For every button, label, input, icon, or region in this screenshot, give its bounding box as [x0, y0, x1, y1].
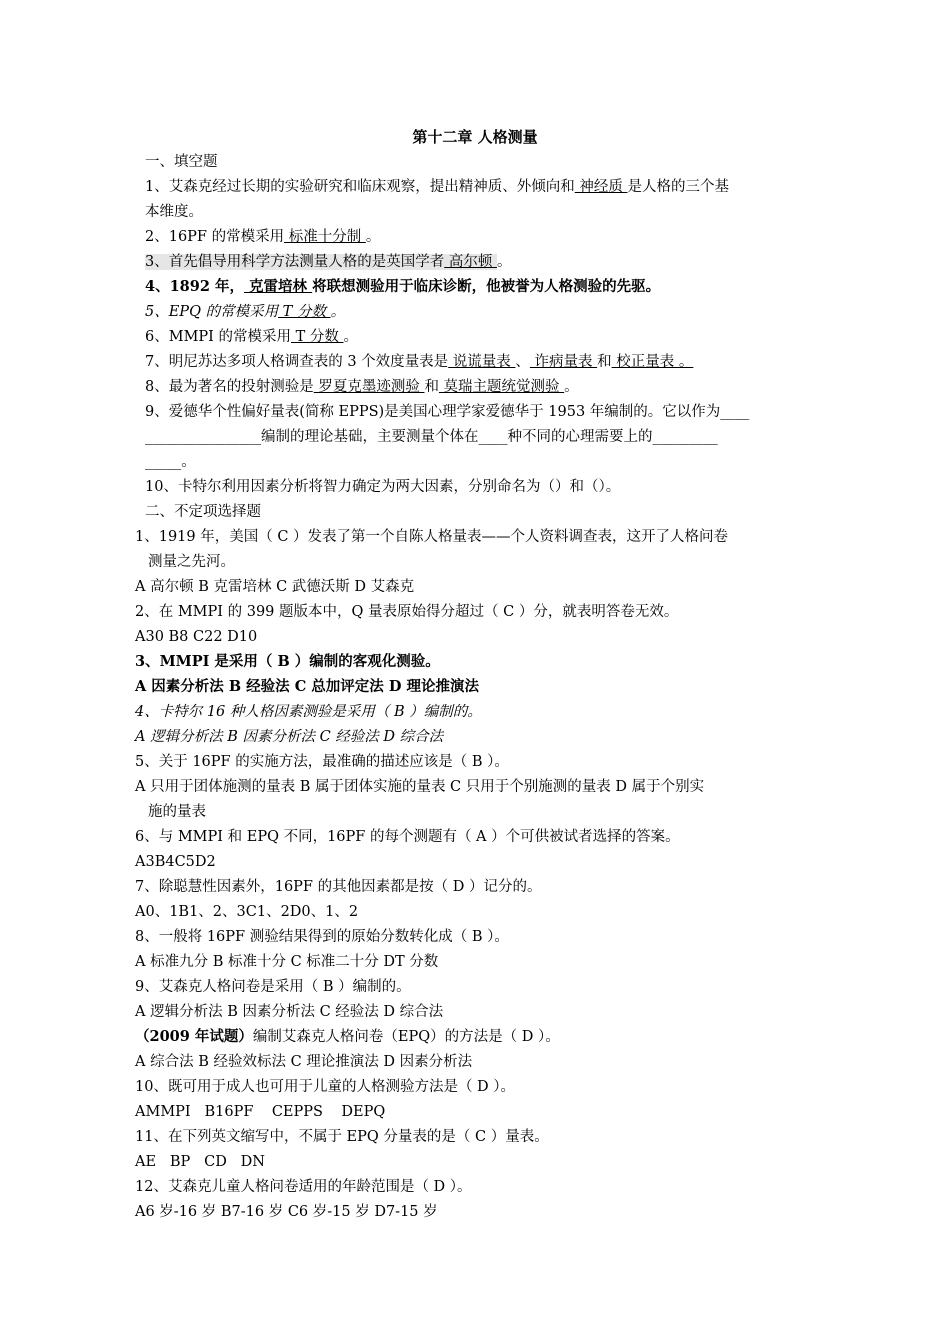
question-fill-5: 5、EPQ 的常模采用 T 分数 。	[145, 304, 346, 320]
question-fill-8: 8、最为著名的投射测验是 罗夏克墨迹测验 和 莫瑞主题统觉测验 。	[145, 379, 579, 395]
options-6: A3B4C5D2	[135, 854, 216, 870]
answer: 标准十分制	[284, 229, 366, 245]
options-4: A 逻辑分析法 B 因素分析法 C 经验法 D 综合法	[135, 729, 444, 745]
options-9: A 逻辑分析法 B 因素分析法 C 经验法 D 综合法	[135, 1004, 444, 1020]
options-3: A 因素分析法 B 经验法 C 总加评定法 D 理论推演法	[135, 678, 479, 695]
question-fill-9: 9、爱德华个性偏好量表(简称 EPPS)是美国心理学家爱德华于 1953 年编制的。它以作为____	[145, 404, 750, 420]
question-fill-1-cont: 本维度。	[145, 204, 203, 220]
question-choice-3: 3、MMPI 是采用（ B ）编制的客观化测验。	[135, 653, 440, 670]
options-10: AMMPI B16PF CEPPS DEPQ	[135, 1104, 386, 1120]
question-choice-9: 9、艾森克人格问卷是采用（ B ）编制的。	[135, 979, 411, 995]
answer: T 分数	[291, 329, 344, 345]
options-7: A0、1B1、2、3C1、2D0、1、2	[135, 904, 359, 920]
question-fill-3: 3、首先倡导用科学方法测量人格的是英国学者 高尔顿 。	[145, 254, 512, 270]
answer: 罗夏克墨迹测验	[313, 379, 425, 395]
answer: 说谎量表	[448, 354, 516, 370]
question-choice-5: 5、关于 16PF 的实施方法，最准确的描述应该是（ B ）。	[135, 754, 509, 770]
section-heading-choice: 二、不定项选择题	[145, 504, 261, 520]
question-choice-7: 7、除聪慧性因素外，16PF 的其他因素都是按（ D ）记分的。	[135, 879, 542, 895]
answer: 克雷培林	[244, 278, 313, 295]
answer: 校正量表 。	[611, 354, 694, 370]
section-heading-fill-in: 一、填空题	[145, 154, 218, 170]
question-fill-9-cont2: _____。	[145, 454, 196, 470]
options-12: A6 岁-16 岁 B7-16 岁 C6 岁-15 岁 D7-15 岁	[135, 1204, 438, 1220]
question-choice-10: 10、既可用于成人也可用于儿童的人格测验方法是（ D ）。	[135, 1079, 516, 1095]
options-5: A 只用于团体施测的量表 B 属于团体实施的量表 C 只用于个别施测的量表 D 属于个别实	[135, 779, 705, 795]
question-fill-9-cont: ________________编制的理论基础，主要测量个体在____种不同的心理需要上的_________	[145, 429, 718, 445]
question-choice-8: 8、一般将 16PF 测验结果得到的原始分数转化成（ B ）。	[135, 929, 509, 945]
options-2: A30 B8 C22 D10	[135, 629, 258, 645]
question-choice-6: 6、与 MMPI 和 EPQ 不同，16PF 的每个测题有（ A ）个可供被试者选择的答案。	[135, 829, 680, 845]
question-fill-10: 10、卡特尔利用因素分析将智力确定为两大因素，分别命名为（）和（）。	[145, 479, 621, 495]
question-choice-4: 4、卡特尔 16 种人格因素测验是采用（ B ）编制的。	[135, 704, 482, 720]
answer: 莫瑞主题统觉测验	[438, 379, 565, 395]
answer: 诈病量表	[529, 354, 598, 370]
question-fill-6: 6、MMPI 的常模采用 T 分数 。	[145, 329, 359, 345]
options-8: A 标准九分 B 标准十分 C 标准二十分 DT 分数	[135, 954, 439, 970]
question-fill-7: 7、明尼苏达多项人格调查表的 3 个效度量表是 说谎量表 、 诈病量表 和 校正量表 。	[145, 354, 694, 370]
question-choice-2009: （2009 年试题）编制艾森克人格问卷（EPQ）的方法是（ D ）。	[135, 1028, 560, 1045]
question-choice-2: 2、在 MMPI 的 399 题版本中，Q 量表原始得分超过（ C ）分，就表明答卷无效。	[135, 604, 679, 620]
options-5-cont: 施的量表	[148, 804, 206, 820]
options-1: A 高尔顿 B 克雷培林 C 武德沃斯 D 艾森克	[135, 579, 415, 595]
question-choice-1-cont: 测量之先河。	[148, 554, 235, 570]
answer: 高尔顿	[444, 254, 497, 270]
question-choice-1: 1、1919 年，美国（ C ）发表了第一个自陈人格量表——个人资料调查表，这开了人格问卷	[135, 529, 729, 545]
exam-year-tag: （2009 年试题）	[135, 1028, 253, 1045]
question-fill-1: 1、艾森克经过长期的实验研究和临床观察，提出精神质、外倾向和 神经质 是人格的三个基	[145, 179, 729, 195]
question-choice-11: 11、在下列英文缩写中，不属于 EPQ 分量表的是（ C ）量表。	[135, 1129, 549, 1145]
page-title: 第十二章 人格测量	[412, 128, 538, 146]
answer: 神经质	[574, 179, 628, 195]
question-fill-2: 2、16PF 的常模采用 标准十分制 。	[145, 229, 381, 245]
question-choice-12: 12、艾森克儿童人格问卷适用的年龄范围是（ D ）。	[135, 1179, 472, 1195]
question-fill-4: 4、1892 年， 克雷培林 将联想测验用于临床诊断，他被誉为人格测验的先驱。	[145, 278, 661, 295]
options-2009: A 综合法 B 经验效标法 C 理论推演法 D 因素分析法	[135, 1054, 473, 1070]
options-11: AE BP CD DN	[135, 1154, 265, 1170]
answer: T 分数	[278, 304, 331, 320]
